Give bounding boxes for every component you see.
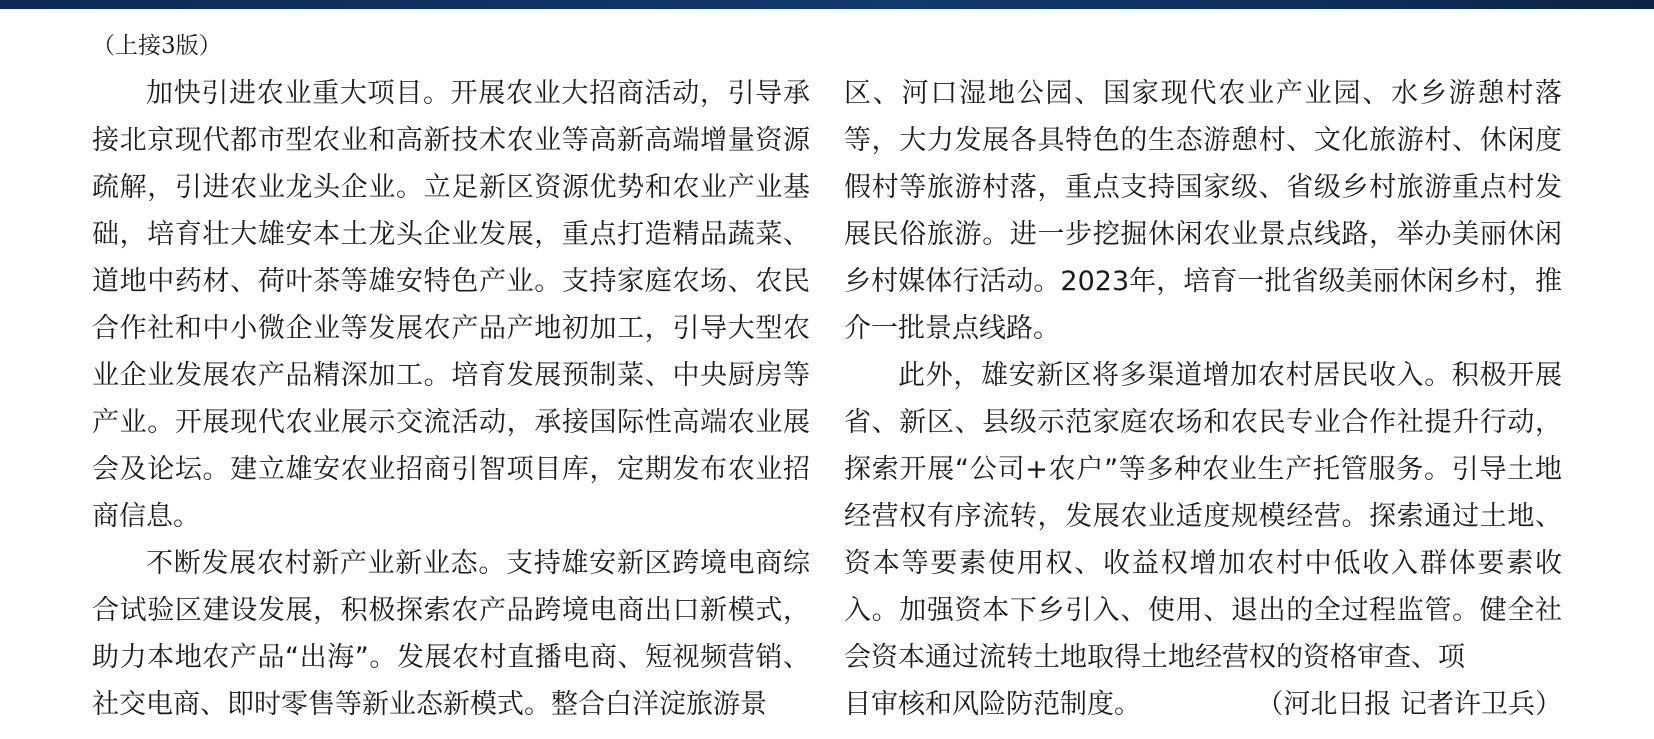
article-final-text: 目审核和风险防范制度。 bbox=[844, 689, 1141, 720]
top-color-bar bbox=[0, 0, 1654, 9]
article-paragraph: 此外，雄安新区将多渠道增加农村居民收入。积极开展省、新区、县级示范家庭农场和农民专业合作社提升行动，探索开展“公司+农户”等多种农业生产托管服务。引导土地经营权有序流转，发展农业适度规模经营。探索通过土地、资本等要素使用权、收益权增加农村中低收入群体要素收入。加强资本下乡引入、使用、退出的全过程监管。健全社会资本通过流转土地取得土地经营权的资格审查、项 bbox=[844, 360, 1562, 673]
article-column-right bbox=[844, 70, 1562, 728]
byline-credit: （河北日报 记者许卫兵） bbox=[1256, 689, 1562, 720]
article-column-left bbox=[92, 70, 810, 728]
continued-from-note: （上接3版） bbox=[92, 33, 222, 59]
article-paragraph-continuation: 区、河口湿地公园、国家现代农业产业园、水乡游憩村落等，大力发展各具特色的生态游憩村、文化旅游村、休闲度假村等旅游村落，重点支持国家级、省级乡村旅游重点村发展民俗旅游。进一步挖掘休闲农业景点线路，举办美丽休闲乡村媒体行活动。2023年，培育一批省级美丽休闲乡村，推介一批景点线路。 bbox=[844, 78, 1562, 344]
article-paragraph: 加快引进农业重大项目。开展农业大招商活动，引导承接北京现代都市型农业和高新技术农业等高新高端增量资源疏解，引进农业龙头企业。立足新区资源优势和农业产业基础，培育壮大雄安本土龙头企业发展，重点打造精品蔬菜、道地中药材、荷叶茶等雄安特色产业。支持家庭农场、农民合作社和中小微企业等发展农产品产地初加工，引导大型农业企业发展农产品精深加工。培育发展预制菜、中央厨房等产业。开展现代农业展示交流活动，承接国际性高端农业展会及论坛。建立雄安农业招商引智项目库，定期发布农业招商信息。 bbox=[92, 78, 810, 532]
article-paragraph: 不断发展农村新产业新业态。支持雄安新区跨境电商综合试验区建设发展，积极探索农产品跨境电商出口新模式，助力本地农产品“出海”。发展农村直播电商、短视频营销、社交电商、即时零售等新业态新模式。整合白洋淀旅游景 bbox=[92, 548, 810, 720]
article-final-line bbox=[844, 681, 1562, 728]
